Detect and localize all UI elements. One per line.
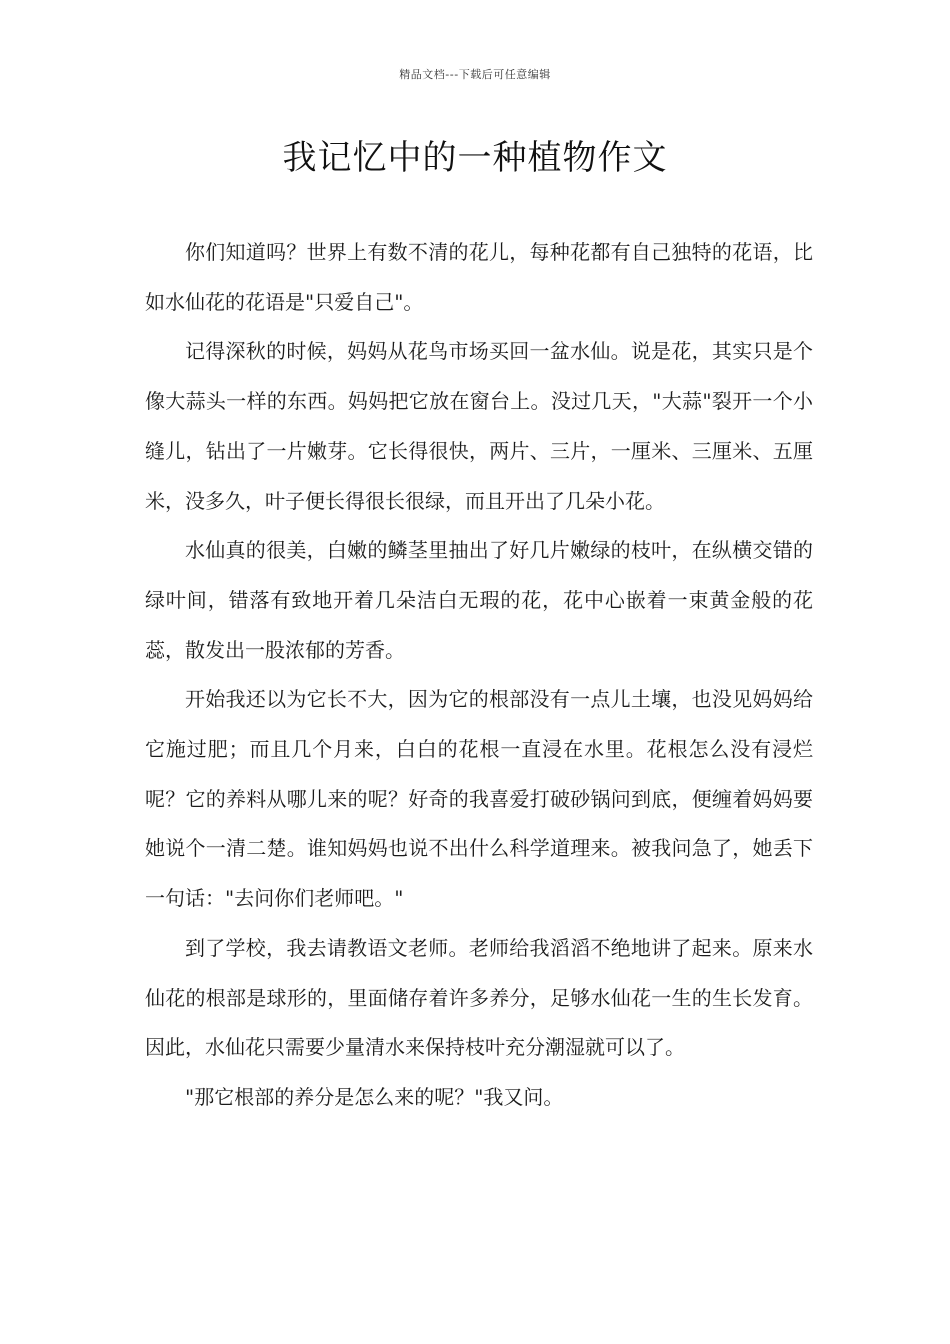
paragraph-5: 到了学校，我去请教语文老师。老师给我滔滔不绝地讲了起来。原来水仙花的根部是球形的，里面储存着许多养分，足够水仙花一生的生长发育。因此，水仙花只需要少量清水来保持枝叶充分潮湿就可以了。 [145, 935, 813, 1060]
document-title: 我记忆中的一种植物作文 [282, 138, 668, 178]
paragraph-2: 记得深秋的时候，妈妈从花鸟市场买回一盆水仙。说是花，其实只是个像大蒜头一样的东西。妈妈把它放在窗台上。没过几天，"大蒜"裂开一个小缝儿，钻出了一片嫩芽。它长得很快，两片、三片，一厘米、三厘米、五厘米，没多久，叶子便长得很长很绿，而且开出了几朵小花。 [145, 339, 813, 513]
page-header-watermark: 精品文档---下载后可任意编辑 [399, 68, 551, 81]
paragraph-1: 你们知道吗？世界上有数不清的花儿，每种花都有自己独特的花语，比如水仙花的花语是"只爱自己"。 [145, 240, 813, 314]
paragraph-3: 水仙真的很美，白嫩的鳞茎里抽出了好几片嫩绿的枝叶，在纵横交错的绿叶间，错落有致地开着几朵洁白无瑕的花，花中心嵌着一束黄金般的花蕊，散发出一股浓郁的芳香。 [145, 538, 813, 662]
document-body [145, 228, 813, 1123]
paragraph-6: "那它根部的养分是怎么来的呢？"我又问。 [185, 1084, 564, 1109]
paragraph-4: 开始我还以为它长不大，因为它的根部没有一点儿土壤，也没见妈妈给它施过肥；而且几个月来，白白的花根一直浸在水里。花根怎么没有浸烂呢？它的养料从哪儿来的呢？好奇的我喜爱打破砂锅问到底，便缠着妈妈要她说个一清二楚。谁知妈妈也说不出什么科学道理来。被我问急了，她丢下一句话："去问你们老师吧。" [145, 687, 813, 911]
